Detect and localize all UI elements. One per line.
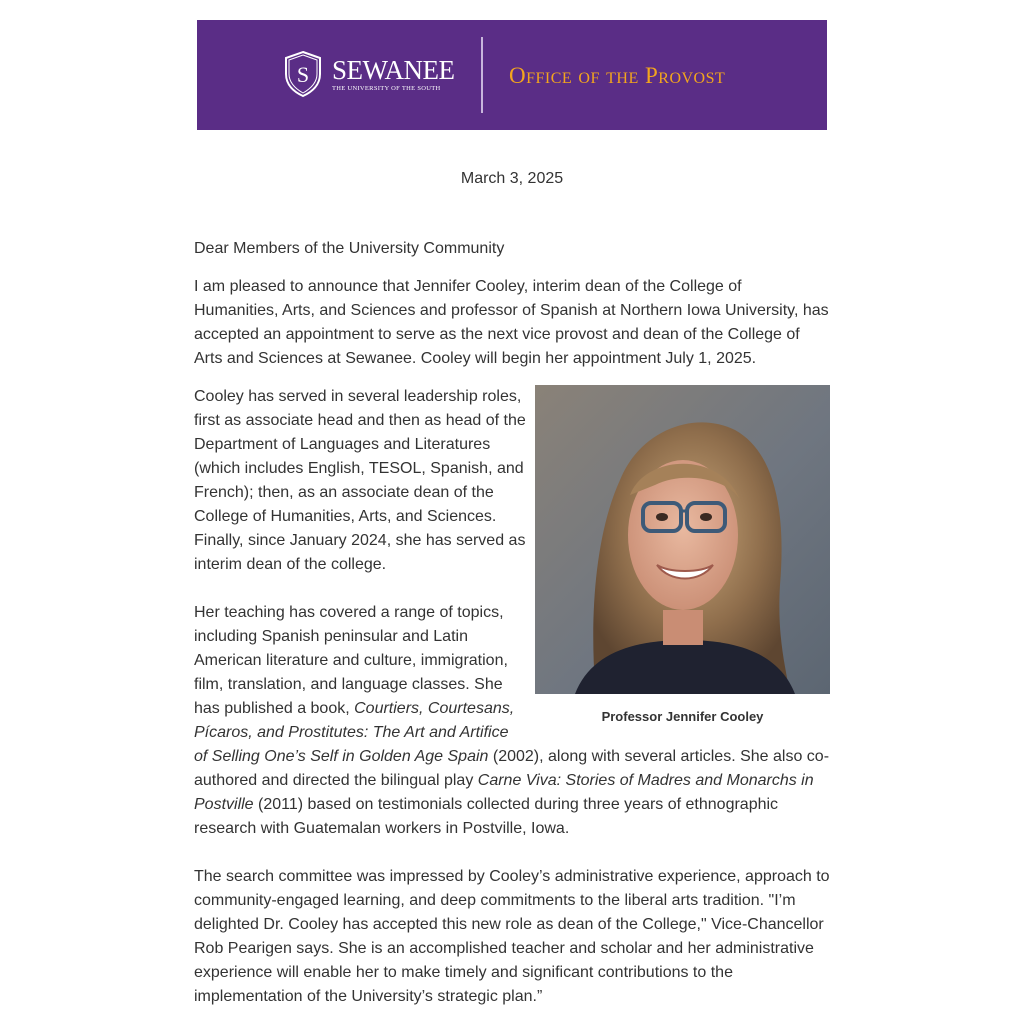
paragraph-search-committee: The search committee was impressed by Cooley’s administrative experience, approach to community-engaged learning, and deep commitments to the liberal arts tradition. "I’m delighted Dr. Cooley has accepted this new role as dean of the College," Vice-Chancellor Rob Pearigen says. She is an accomplished teacher and scholar and her administrative experience will enable her to make timely and significant contributions to the implementation of the University’s strategic plan.” bbox=[194, 868, 830, 1005]
paragraph-leadership: Cooley has served in several leadership roles, first as associate head and then as head of the Department of Languages and Literatures (which includes English, TESOL, Spanish, and French); then, as an associate dean of the College of Humanities, Arts, and Sciences. Finally, since January 2024, she has served as interim dean of the college. bbox=[194, 388, 526, 573]
book-title: Courtiers, Courtesans, Pícaros, and Prostitutes: The Art and Artifice of Selling One’s Self in Golden Age Spain bbox=[194, 700, 515, 765]
university-tagline: THE UNIVERSITY OF THE SOUTH bbox=[332, 85, 441, 92]
svg-text:S: S bbox=[296, 62, 310, 87]
teaching-text-2: (2002), along with several articles. She also co-authored and directed the bilingual play bbox=[194, 748, 830, 789]
letter-date: March 3, 2025 bbox=[460, 170, 564, 187]
header-divider bbox=[481, 37, 483, 113]
teaching-text-3: (2011) based on testimonials collected during three years of ethnographic research with Guatemalan workers in Postville, Iowa. bbox=[194, 796, 779, 837]
university-name: SEWANEE bbox=[332, 55, 455, 85]
salutation: Dear Members of the University Community bbox=[194, 240, 505, 257]
paragraph-announcement: I am pleased to announce that Jennifer Cooley, interim dean of the College of Humanities, Arts, and Sciences and professor of Spanish at Northern Iowa University, has accepted an appointment to serve as the next vice provost and dean of the College of Arts and Sciences at Sewanee. Cooley will begin her appointment July 1, 2025. bbox=[194, 278, 829, 367]
portrait-caption: Professor Jennifer Cooley bbox=[601, 709, 764, 724]
portrait-photo bbox=[535, 385, 830, 694]
header-banner bbox=[197, 20, 827, 130]
university-wordmark bbox=[332, 56, 454, 92]
letter-body bbox=[194, 237, 830, 1023]
play-title: Carne Viva: Stories of Madres and Monarchs in Postville bbox=[194, 772, 814, 813]
portrait-figure bbox=[535, 385, 830, 726]
shield-s-icon bbox=[283, 50, 323, 98]
teaching-text-1: Her teaching has covered a range of topics, including Spanish peninsular and Latin American literature and culture, immigration, film, translation, and language classes. She has published a book, bbox=[194, 604, 508, 717]
office-title: Office of the Provost bbox=[509, 63, 726, 88]
